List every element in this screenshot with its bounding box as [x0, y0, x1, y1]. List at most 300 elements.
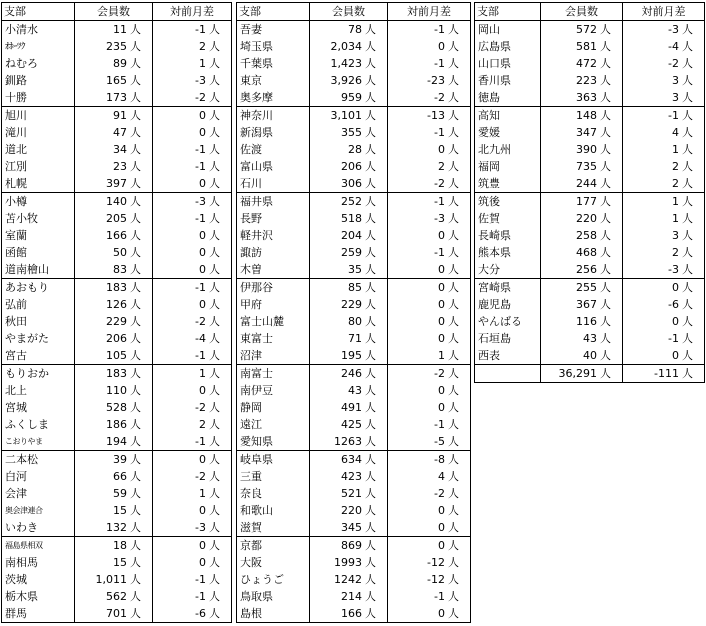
unit-label: 人: [682, 314, 693, 328]
unit-label: 人: [209, 90, 220, 104]
unit-label: 人: [365, 262, 376, 276]
unit-label: 人: [365, 400, 376, 414]
unit-label: 人: [448, 262, 459, 276]
table-row: [2, 313, 232, 330]
member-count: 468 人: [541, 244, 623, 261]
member-count: 165 人: [75, 72, 153, 89]
unit-label: 人: [600, 262, 611, 276]
unit-label: 人: [365, 194, 376, 208]
monthly-diff: -2 人: [388, 175, 471, 193]
member-count: 15 人: [75, 502, 153, 519]
member-count: 345 人: [310, 519, 388, 537]
member-count: 39 人: [75, 451, 153, 469]
monthly-diff: -1 人: [153, 141, 232, 158]
unit-label: 人: [209, 572, 220, 586]
branch-name: やんばる: [478, 314, 522, 328]
member-count: 246 人: [310, 365, 388, 383]
table-row: [237, 537, 471, 555]
member-count: 140 人: [75, 193, 153, 211]
unit-label: 人: [130, 108, 141, 122]
unit-label: 人: [600, 176, 611, 190]
member-count: 11 人: [75, 21, 153, 39]
table-row: [237, 158, 471, 175]
unit-label: 人: [600, 228, 611, 242]
member-count: 959 人: [310, 89, 388, 107]
branch-name: 栃木県: [5, 589, 38, 603]
branch-name: 神奈川: [237, 107, 310, 125]
branch-name: 千葉県: [240, 56, 273, 70]
branch-name: 徳島: [478, 90, 500, 104]
unit-label: 人: [682, 108, 693, 122]
unit-label: 人: [365, 22, 376, 36]
branch-name: 西表: [478, 348, 500, 362]
member-count: 367 人: [541, 296, 623, 313]
member-count: 256 人: [541, 261, 623, 279]
branch-name: 釧路: [5, 73, 27, 87]
table-row: [237, 261, 471, 279]
branch-name: 高知: [475, 107, 541, 125]
total-diff: -111 人: [623, 365, 705, 383]
monthly-diff: 3 人: [623, 89, 705, 107]
unit-label: 人: [365, 486, 376, 500]
branch-name: 大分: [478, 262, 500, 276]
member-count: 491 人: [310, 399, 388, 416]
unit-label: 人: [365, 39, 376, 53]
table-row: [237, 210, 471, 227]
header-members: 会員数: [310, 3, 388, 21]
member-count: 126 人: [75, 296, 153, 313]
monthly-diff: 0 人: [153, 537, 232, 555]
unit-label: 人: [682, 245, 693, 259]
unit-label: 人: [130, 176, 141, 190]
unit-label: 人: [365, 348, 376, 362]
branch-name: 南伊豆: [240, 383, 273, 397]
table-row: [2, 72, 232, 89]
member-count: 47 人: [75, 124, 153, 141]
member-count: 425 人: [310, 416, 388, 433]
monthly-diff: 0 人: [388, 382, 471, 399]
unit-label: 人: [209, 194, 220, 208]
unit-label: 人: [209, 606, 220, 620]
branch-name: 筑後: [475, 193, 541, 211]
table-row: [237, 296, 471, 313]
unit-label: 人: [682, 90, 693, 104]
unit-label: 人: [365, 606, 376, 620]
table-row: [2, 124, 232, 141]
monthly-diff: 0 人: [153, 107, 232, 125]
monthly-diff: -1 人: [153, 279, 232, 297]
member-count: 634 人: [310, 451, 388, 469]
unit-label: 人: [209, 486, 220, 500]
table-row: [475, 330, 705, 347]
unit-label: 人: [130, 125, 141, 139]
monthly-diff: 2 人: [623, 175, 705, 193]
member-count: 148 人: [541, 107, 623, 125]
unit-label: 人: [130, 56, 141, 70]
unit-label: 人: [130, 280, 141, 294]
monthly-diff: 0 人: [388, 227, 471, 244]
monthly-diff: -5 人: [388, 433, 471, 451]
unit-label: 人: [682, 194, 693, 208]
unit-label: 人: [448, 297, 459, 311]
unit-label: 人: [600, 22, 611, 36]
branch-name: 二本松: [2, 451, 75, 469]
monthly-diff: -8 人: [388, 451, 471, 469]
table-row: [2, 330, 232, 347]
branch-name: 茨城: [5, 572, 27, 586]
member-count: 1263 人: [310, 433, 388, 451]
unit-label: 人: [600, 211, 611, 225]
member-count: 28 人: [310, 141, 388, 158]
monthly-diff: -1 人: [388, 55, 471, 72]
monthly-diff: 4 人: [623, 124, 705, 141]
branch-name: 沼津: [240, 348, 262, 362]
member-count: 23 人: [75, 158, 153, 175]
table-row: [2, 502, 232, 519]
branch-name: 山口県: [478, 56, 511, 70]
unit-label: 人: [365, 452, 376, 466]
branch-name: 奥多摩: [240, 90, 273, 104]
table-row: [2, 175, 232, 193]
branch-name: 軽井沢: [240, 228, 273, 242]
unit-label: 人: [130, 589, 141, 603]
member-table-3: [474, 2, 705, 383]
branch-name: 吾妻: [240, 22, 262, 36]
member-count: 562 人: [75, 588, 153, 605]
header-branch: 支部: [475, 3, 541, 21]
unit-label: 人: [448, 245, 459, 259]
monthly-diff: 0 人: [388, 330, 471, 347]
branch-name: 秋田: [5, 314, 27, 328]
member-table-1: [1, 2, 232, 623]
table-row: [475, 279, 705, 297]
unit-label: 人: [600, 297, 611, 311]
unit-label: 人: [365, 90, 376, 104]
member-count: 35 人: [310, 261, 388, 279]
branch-name: 宮崎県: [475, 279, 541, 297]
table-row: [2, 554, 232, 571]
unit-label: 人: [130, 297, 141, 311]
unit-label: 人: [448, 314, 459, 328]
branch-name: 諏訪: [240, 245, 262, 259]
unit-label: 人: [448, 73, 459, 87]
unit-label: 人: [209, 331, 220, 345]
monthly-diff: -13 人: [388, 107, 471, 125]
unit-label: 人: [209, 211, 220, 225]
branch-name: ひょうご: [240, 572, 284, 586]
branch-name: 鹿児島: [478, 297, 511, 311]
branch-name: 岐阜県: [237, 451, 310, 469]
unit-label: 人: [209, 22, 220, 36]
table-row: [475, 210, 705, 227]
table-row: [237, 227, 471, 244]
monthly-diff: -3 人: [623, 21, 705, 39]
table-row: [475, 158, 705, 175]
branch-name: 江別: [5, 159, 27, 173]
member-count: 1,423 人: [310, 55, 388, 72]
branch-name: 福井県: [237, 193, 310, 211]
unit-label: 人: [448, 538, 459, 552]
monthly-diff: 4 人: [388, 468, 471, 485]
member-count: 347 人: [541, 124, 623, 141]
unit-label: 人: [130, 452, 141, 466]
unit-label: 人: [682, 297, 693, 311]
monthly-diff: 0 人: [153, 244, 232, 261]
unit-label: 人: [448, 606, 459, 620]
branch-name: 群馬: [5, 606, 27, 620]
monthly-diff: 0 人: [153, 124, 232, 141]
member-count: 206 人: [310, 158, 388, 175]
table-row: [475, 21, 705, 39]
monthly-diff: -2 人: [388, 485, 471, 502]
member-count: 355 人: [310, 124, 388, 141]
header-branch: 支部: [2, 3, 75, 21]
unit-label: 人: [682, 280, 693, 294]
monthly-diff: 0 人: [388, 502, 471, 519]
table-row: [237, 554, 471, 571]
unit-label: 人: [130, 434, 141, 448]
member-count: 194 人: [75, 433, 153, 451]
table-row: [475, 261, 705, 279]
member-count: 166 人: [75, 227, 153, 244]
table-row: [237, 416, 471, 433]
monthly-diff: -2 人: [153, 468, 232, 485]
unit-label: 人: [209, 434, 220, 448]
unit-label: 人: [448, 211, 459, 225]
unit-label: 人: [365, 211, 376, 225]
unit-label: 人: [448, 383, 459, 397]
unit-label: 人: [682, 56, 693, 70]
unit-label: 人: [600, 348, 611, 362]
member-count: 206 人: [75, 330, 153, 347]
member-count: 71 人: [310, 330, 388, 347]
table-row: [2, 279, 232, 297]
member-count: 66 人: [75, 468, 153, 485]
table-row: [2, 227, 232, 244]
branch-name: 富山県: [240, 159, 273, 173]
table-row: [237, 433, 471, 451]
monthly-diff: 2 人: [623, 244, 705, 261]
monthly-diff: 1 人: [153, 55, 232, 72]
member-count: 173 人: [75, 89, 153, 107]
unit-label: 人: [365, 56, 376, 70]
unit-label: 人: [365, 589, 376, 603]
table-row: [2, 519, 232, 537]
monthly-diff: 0 人: [388, 261, 471, 279]
unit-label: 人: [448, 589, 459, 603]
member-count: 518 人: [310, 210, 388, 227]
unit-label: 人: [682, 262, 693, 276]
branch-name: 十勝: [5, 90, 27, 104]
unit-label: 人: [209, 245, 220, 259]
member-count: 572 人: [541, 21, 623, 39]
member-count: 132 人: [75, 519, 153, 537]
monthly-diff: 0 人: [153, 382, 232, 399]
branch-name: 函館: [5, 245, 27, 259]
branch-name: 白河: [5, 469, 27, 483]
table-row: [237, 141, 471, 158]
unit-label: 人: [448, 90, 459, 104]
monthly-diff: 0 人: [388, 38, 471, 55]
table-row: [475, 193, 705, 211]
branch-name: 木曽: [240, 262, 262, 276]
member-count: 85 人: [310, 279, 388, 297]
header-members: 会員数: [541, 3, 623, 21]
unit-label: 人: [448, 417, 459, 431]
unit-label: 人: [600, 245, 611, 259]
monthly-diff: -6 人: [153, 605, 232, 623]
table-row: [2, 107, 232, 125]
branch-name: 奥会津連合: [5, 505, 43, 515]
table-row: [2, 571, 232, 588]
branch-name: 鳥取県: [240, 589, 273, 603]
monthly-diff: 0 人: [153, 502, 232, 519]
monthly-diff: -12 人: [388, 554, 471, 571]
table-row: [237, 89, 471, 107]
unit-label: 人: [448, 39, 459, 53]
unit-label: 人: [600, 314, 611, 328]
unit-label: 人: [448, 572, 459, 586]
unit-label: 人: [130, 572, 141, 586]
branch-name: もりおか: [2, 365, 75, 383]
monthly-diff: 1 人: [388, 347, 471, 365]
table-row: [2, 38, 232, 55]
unit-label: 人: [209, 400, 220, 414]
unit-label: 人: [600, 159, 611, 173]
header-diff: 対前月差: [623, 3, 705, 21]
branch-name: 伊那谷: [237, 279, 310, 297]
monthly-diff: -1 人: [153, 588, 232, 605]
unit-label: 人: [130, 538, 141, 552]
table-row: [2, 537, 232, 555]
branch-name: 石川: [240, 176, 262, 190]
member-count: 186 人: [75, 416, 153, 433]
table-row: [237, 124, 471, 141]
monthly-diff: -1 人: [388, 416, 471, 433]
table-row: [2, 21, 232, 39]
table-row: [2, 433, 232, 451]
unit-label: 人: [448, 280, 459, 294]
branch-name: 大阪: [240, 555, 262, 569]
monthly-diff: -1 人: [388, 124, 471, 141]
table-row: [475, 175, 705, 193]
member-count: 1993 人: [310, 554, 388, 571]
member-count: 50 人: [75, 244, 153, 261]
unit-label: 人: [209, 73, 220, 87]
member-count: 43 人: [541, 330, 623, 347]
unit-label: 人: [448, 142, 459, 156]
table-row: [2, 158, 232, 175]
unit-label: 人: [448, 348, 459, 362]
unit-label: 人: [130, 555, 141, 569]
unit-label: 人: [365, 417, 376, 431]
branch-name: ｵﾎｰﾂｸ: [5, 41, 26, 52]
table-row: [475, 38, 705, 55]
unit-label: 人: [448, 176, 459, 190]
table-row: [237, 55, 471, 72]
table-row: [237, 313, 471, 330]
header-members: 会員数: [75, 3, 153, 21]
monthly-diff: -1 人: [153, 210, 232, 227]
branch-name: 道南檜山: [5, 262, 49, 276]
monthly-diff: -1 人: [153, 21, 232, 39]
member-count: 390 人: [541, 141, 623, 158]
table-row: [475, 227, 705, 244]
branch-name: 旭川: [2, 107, 75, 125]
unit-label: 人: [209, 589, 220, 603]
monthly-diff: 1 人: [153, 485, 232, 502]
unit-label: 人: [209, 125, 220, 139]
branch-name: 愛媛: [478, 125, 500, 139]
monthly-diff: -2 人: [153, 399, 232, 416]
unit-label: 人: [365, 125, 376, 139]
table-row: [237, 107, 471, 125]
branch-name: 熊本県: [478, 245, 511, 259]
branch-name: 宮城: [5, 400, 27, 414]
header-diff: 対前月差: [388, 3, 471, 21]
unit-label: 人: [209, 56, 220, 70]
unit-label: 人: [209, 520, 220, 534]
branch-name: 新潟県: [240, 125, 273, 139]
unit-label: 人: [365, 383, 376, 397]
unit-label: 人: [130, 520, 141, 534]
unit-label: 人: [365, 469, 376, 483]
branch-name: 会津: [5, 486, 27, 500]
unit-label: 人: [365, 572, 376, 586]
unit-label: 人: [448, 555, 459, 569]
unit-label: 人: [209, 503, 220, 517]
unit-label: 人: [365, 503, 376, 517]
unit-label: 人: [130, 400, 141, 414]
unit-label: 人: [448, 108, 459, 122]
unit-label: 人: [209, 280, 220, 294]
unit-label: 人: [130, 211, 141, 225]
member-count: 735 人: [541, 158, 623, 175]
table-row: [237, 72, 471, 89]
member-count: 255 人: [541, 279, 623, 297]
monthly-diff: 2 人: [388, 158, 471, 175]
branch-name: 広島県: [478, 39, 511, 53]
table-row: [475, 107, 705, 125]
table-row: [2, 55, 232, 72]
unit-label: 人: [365, 176, 376, 190]
member-count: 183 人: [75, 365, 153, 383]
monthly-diff: 0 人: [388, 519, 471, 537]
unit-label: 人: [209, 469, 220, 483]
monthly-diff: 1 人: [623, 141, 705, 158]
monthly-diff: 0 人: [623, 347, 705, 365]
branch-name: 北九州: [478, 142, 511, 156]
table-row: [2, 347, 232, 365]
unit-label: 人: [209, 228, 220, 242]
branch-name: 石垣島: [478, 331, 511, 345]
monthly-diff: -2 人: [623, 55, 705, 72]
monthly-diff: 1 人: [623, 193, 705, 211]
unit-label: 人: [600, 142, 611, 156]
branch-name: いわき: [5, 520, 38, 534]
unit-label: 人: [130, 90, 141, 104]
branch-name: 南相馬: [5, 555, 38, 569]
monthly-diff: -3 人: [153, 519, 232, 537]
member-count: 223 人: [541, 72, 623, 89]
unit-label: 人: [600, 125, 611, 139]
branch-name: 小樽: [2, 193, 75, 211]
unit-label: 人: [130, 606, 141, 620]
member-count: 40 人: [541, 347, 623, 365]
branch-name: 福岡: [478, 159, 500, 173]
monthly-diff: 0 人: [153, 261, 232, 279]
member-count: 258 人: [541, 227, 623, 244]
